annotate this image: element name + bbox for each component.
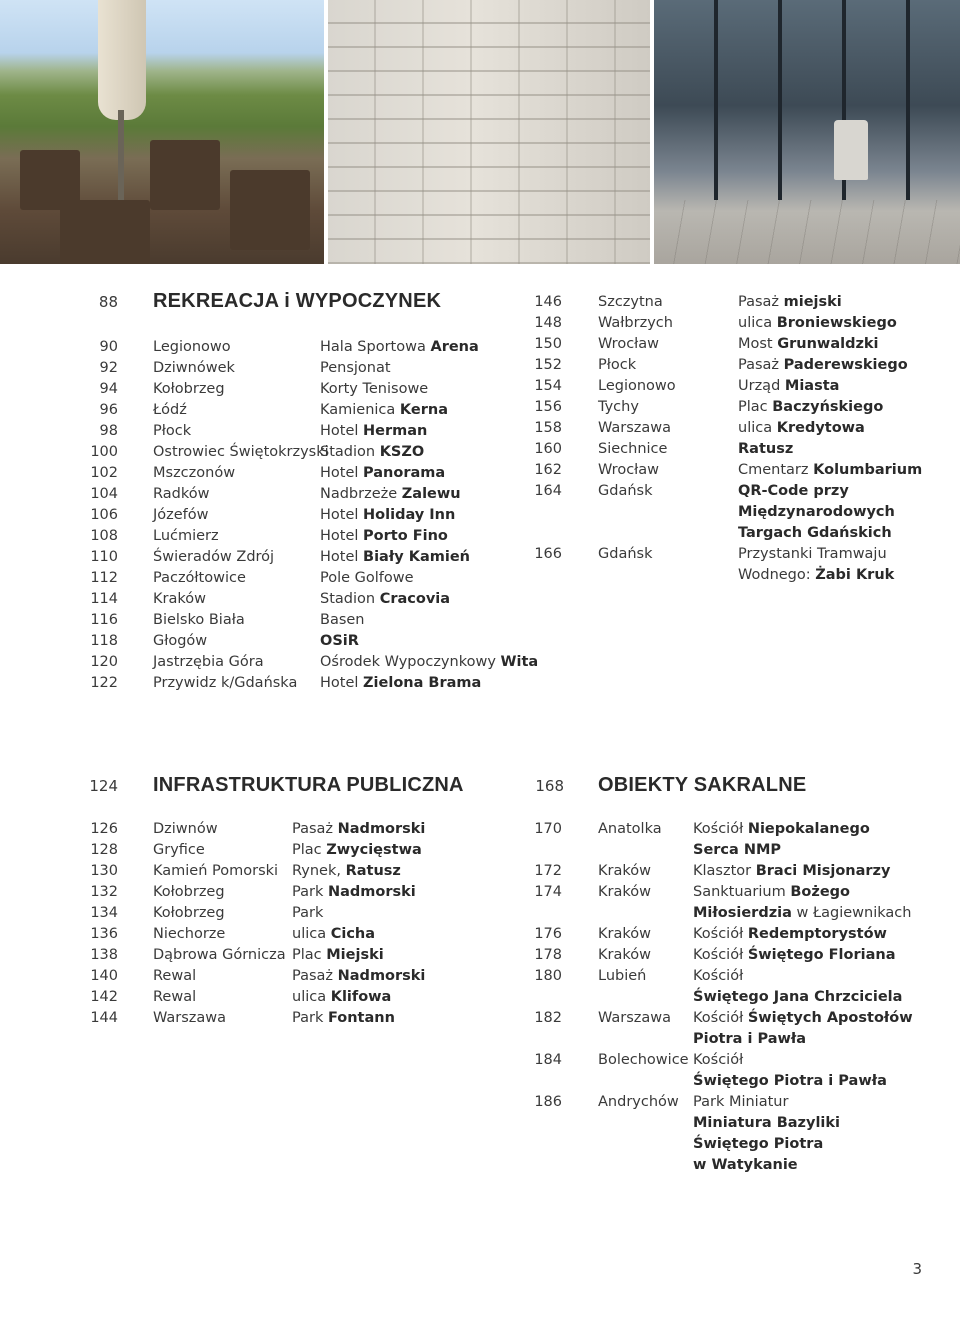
place-name: Baczyńskiego [772,399,884,415]
row-number: 118 [90,633,118,649]
row-place [693,903,911,923]
place-type: Hotel [320,465,364,481]
row-number: 130 [90,863,118,879]
place-name: Świętego Piotra [693,1136,824,1152]
place-name: Nadmorski [327,884,416,900]
row-city: Rewal [153,968,197,984]
place-type: Hala Sportowa [320,339,431,355]
place-name: QR-Code przy [738,483,849,499]
place-type: Klasztor [693,863,756,879]
place-name: Miejski [326,947,384,963]
row-number: 134 [90,905,118,921]
row-city: Warszawa [598,420,672,436]
place-name: Zalewu [401,486,461,502]
row-city: Kraków [598,926,651,942]
place-type: Pensjonat [320,360,391,376]
row-number: 178 [534,947,562,963]
row-number: 180 [534,968,562,984]
row-place [320,631,359,651]
row-number: 122 [90,675,118,691]
row-city: Głogów [153,633,208,649]
place-type: Pole Golfowe [320,570,414,586]
place-name: Bożego [790,884,850,900]
row-city: Mszczonów [153,465,236,481]
section-title-recreation: REKREACJA i WYPOCZYNEK [153,290,442,312]
place-type: Park [292,884,328,900]
place-type: Kościół [693,821,748,837]
row-number: 140 [90,968,118,984]
place-name: Miasta [784,378,840,394]
row-number: 176 [534,926,562,942]
row-city: Kamień Pomorski [153,863,279,879]
place-type: Sanktuarium [693,884,791,900]
row-city: Gdańsk [598,483,653,499]
row-place [292,903,323,923]
place-type: Korty Tenisowe [320,381,429,397]
place-type: Hotel [320,549,364,565]
row-place [693,882,850,902]
place-type: Basen [320,612,365,628]
place-type: Plac [292,842,327,858]
place-type: Kościół [693,947,748,963]
place-type: ulica [292,989,331,1005]
row-place [693,1008,913,1028]
chair-shape [230,170,310,250]
row-place [292,987,391,1007]
row-number: 182 [534,1010,562,1026]
row-place [320,379,428,399]
terrace-photo [0,0,324,264]
row-number: 166 [534,546,562,562]
place-name: Żabi Kruk [815,567,895,583]
row-place [738,523,892,543]
row-city: Siechnice [598,441,668,457]
row-number: 112 [90,570,118,586]
row-place [320,505,455,525]
row-number: 186 [534,1094,562,1110]
row-place [292,840,422,860]
place-type: Kościół [693,968,744,984]
row-place [292,819,425,839]
row-city: Kraków [153,591,206,607]
row-number: 160 [534,441,562,457]
row-number: 154 [534,378,562,394]
place-type: Nadbrzeże [320,486,402,502]
row-place [693,861,890,881]
place-type: ulica [738,315,777,331]
row-place [320,610,365,630]
glass-facade [654,0,960,200]
row-number: 136 [90,926,118,942]
place-type: Ośrodek Wypoczynkowy [320,654,501,670]
place-name: Zwycięstwa [326,842,422,858]
place-type: Pasaż [292,821,338,837]
row-city: Świeradów Zdrój [153,549,275,565]
row-place [292,945,384,965]
bin-shape [834,120,868,180]
row-place [693,945,895,965]
row-city: Andrychów [598,1094,679,1110]
place-type: Przystanki Tramwaju [738,546,887,562]
glass-building-photo [654,0,960,264]
row-place [292,1008,395,1028]
row-number: 138 [90,947,118,963]
row-place [693,1134,823,1154]
row-number: 162 [534,462,562,478]
row-city: Wrocław [598,336,660,352]
row-number: 116 [90,612,118,628]
place-type: Hotel [320,528,364,544]
row-number: 92 [99,360,118,376]
row-city: Gdańsk [598,546,653,562]
row-place [738,292,842,312]
row-number: 98 [99,423,118,439]
place-name: Miniatura Bazyliki [693,1115,840,1131]
place-suffix: w Łagiewnikach [791,905,912,921]
row-place [738,481,849,501]
place-name: Nadmorski [337,968,426,984]
place-type: Wodnego: [738,567,816,583]
row-number: 126 [90,821,118,837]
row-city: Rewal [153,989,197,1005]
place-name: Panorama [363,465,446,481]
place-type: Park [292,1010,328,1026]
row-place [320,547,470,567]
place-type: ulica [738,420,777,436]
row-number: 146 [534,294,562,310]
row-place [738,418,865,438]
row-place [693,1029,806,1049]
row-city: Warszawa [598,1010,672,1026]
row-city: Przywidz k/Gdańska [153,675,298,691]
place-name: Klifowa [330,989,392,1005]
place-name: KSZO [379,444,425,460]
place-name: Porto Fino [363,528,448,544]
row-number: 152 [534,357,562,373]
row-number: 142 [90,989,118,1005]
row-city: Kraków [598,863,651,879]
row-number: 150 [534,336,562,352]
row-city: Kołobrzeg [153,905,225,921]
row-place [320,463,445,483]
row-place [738,376,839,396]
row-city: Dąbrowa Górnicza [153,947,286,963]
row-number: 100 [90,444,118,460]
place-name: Miłosierdzia [693,905,792,921]
row-city: Bolechowice [598,1052,689,1068]
row-place [738,439,793,459]
row-city: Anatolka [598,821,662,837]
row-number: 102 [90,465,118,481]
row-number: 104 [90,486,118,502]
place-name: Nadmorski [337,821,426,837]
row-city: Wrocław [598,462,660,478]
row-number: 120 [90,654,118,670]
place-name: Świętego Floriana [747,947,896,963]
row-number: 108 [90,528,118,544]
place-name: Wita [500,654,539,670]
row-number: 94 [99,381,118,397]
row-number: 172 [534,863,562,879]
place-type: Kościół [693,926,748,942]
row-number: 184 [534,1052,562,1068]
row-place [320,526,448,546]
chair-shape [60,200,150,264]
row-city: Kraków [598,947,651,963]
row-number: 158 [534,420,562,436]
row-number: 164 [534,483,562,499]
place-type: Kościół [693,1010,748,1026]
place-name: Cracovia [379,591,451,607]
row-city: Szczytna [598,294,663,310]
row-place [738,334,879,354]
place-type: Hotel [320,675,364,691]
row-city: Paczółtowice [153,570,246,586]
section-title-sacral: OBIEKTY SAKRALNE [598,774,807,796]
place-type: Stadion [320,444,380,460]
row-place [320,484,461,504]
place-type: Plac [292,947,327,963]
place-name: OSiR [320,633,359,649]
place-name: Ratusz [345,863,401,879]
place-name: Ratusz [738,441,794,457]
row-place [292,861,401,881]
place-name: Międzynarodowych [738,504,895,520]
row-number: 90 [99,339,118,355]
row-place [738,313,897,333]
place-type: Urząd [738,378,785,394]
umbrella-shape [98,0,146,120]
place-type: Most [738,336,778,352]
row-city: Ostrowiec Świętokrzyski [153,444,329,460]
place-name: Piotra i Pawła [693,1031,807,1047]
page-number: 3 [912,1260,922,1278]
row-place [693,1050,743,1070]
row-place [320,673,481,693]
row-place [693,924,887,944]
row-place [693,840,781,860]
row-number: 148 [534,315,562,331]
place-name: Braci Misjonarzy [755,863,891,879]
row-number: 144 [90,1010,118,1026]
place-name: Świętych Apostołów [747,1010,913,1026]
row-city: Legionowo [153,339,231,355]
row-place [693,1071,887,1091]
row-city: Legionowo [598,378,676,394]
place-name: miejski [783,294,842,310]
place-name: Świętego Piotra i Pawła [693,1073,887,1089]
row-place [738,397,883,417]
place-type: Park [292,905,324,921]
section-number: 168 [535,777,564,795]
place-name: Cicha [330,926,376,942]
place-type: ulica [292,926,331,942]
row-city: Gryfice [153,842,205,858]
row-number: 156 [534,399,562,415]
place-name: Kerna [399,402,448,418]
row-place [320,358,391,378]
row-number: 170 [534,821,562,837]
row-number: 128 [90,842,118,858]
place-type: Cmentarz [738,462,814,478]
row-place [693,1155,798,1175]
place-type: Hotel [320,507,364,523]
place-name: Zielona Brama [363,675,482,691]
row-number: 96 [99,402,118,418]
row-place [292,882,416,902]
umbrella-pole [118,110,124,200]
row-city: Józefów [153,507,209,523]
photo-strip [0,0,960,264]
row-number: 132 [90,884,118,900]
place-type: Kościół [693,1052,744,1068]
section-number: 88 [98,293,118,311]
row-city: Dziwnówek [153,360,235,376]
place-type: Pasaż [738,357,784,373]
row-place [693,987,902,1007]
place-type: Park Miniatur [693,1094,789,1110]
place-name: Redemptorystów [747,926,887,942]
place-type: Hotel [320,423,364,439]
stone-wall-photo [328,0,650,264]
row-place [693,1092,788,1112]
row-city: Dziwnów [153,821,218,837]
row-place [738,565,894,585]
row-place [738,355,908,375]
row-place [693,966,743,986]
pavement [654,200,960,264]
place-name: Grunwaldzki [777,336,879,352]
row-city: Bielsko Biała [153,612,245,628]
row-city: Kołobrzeg [153,884,225,900]
row-place [320,589,450,609]
row-city: Płock [153,423,192,439]
place-type: Pasaż [292,968,338,984]
place-name: Biały Kamień [363,549,470,565]
row-city: Warszawa [153,1010,227,1026]
place-type: Stadion [320,591,380,607]
row-place [292,924,375,944]
row-place [320,442,424,462]
row-number: 106 [90,507,118,523]
place-name: Fontann [327,1010,395,1026]
row-city: Jastrzębia Góra [153,654,264,670]
row-city: Niechorze [153,926,226,942]
place-type: Pasaż [738,294,784,310]
row-city: Kołobrzeg [153,381,225,397]
place-name: Niepokalanego [747,821,870,837]
place-type: Plac [738,399,773,415]
place-type: Rynek, [292,863,346,879]
row-place [693,819,870,839]
place-name: Broniewskiego [776,315,897,331]
place-name: Świętego Jana Chrzciciela [693,989,903,1005]
place-name: Paderewskiego [783,357,908,373]
row-place [320,421,427,441]
row-place [320,400,448,420]
place-type: Kamienica [320,402,400,418]
row-city: Wałbrzych [598,315,673,331]
row-city: Radków [153,486,210,502]
row-place [738,460,922,480]
row-place [738,544,887,564]
row-city: Lubień [598,968,647,984]
row-number: 110 [90,549,118,565]
row-number: 114 [90,591,118,607]
row-place [292,966,425,986]
place-name: Holiday Inn [363,507,456,523]
row-number: 174 [534,884,562,900]
row-place [320,652,538,672]
chair-shape [150,140,220,210]
row-city: Tychy [598,399,639,415]
row-place [320,568,414,588]
place-name: Arena [430,339,479,355]
row-place [738,502,895,522]
place-name: Targach Gdańskich [738,525,892,541]
row-place [320,337,479,357]
place-name: w Watykanie [693,1157,798,1173]
section-number: 124 [89,777,118,795]
brick-pattern [328,0,650,264]
place-name: Kredytowa [776,420,865,436]
place-name: Serca NMP [693,842,782,858]
row-city: Kraków [598,884,651,900]
place-name: Kolumbarium [813,462,923,478]
row-city: Lućmierz [153,528,219,544]
row-place [693,1113,840,1133]
row-city: Płock [598,357,637,373]
place-name: Herman [363,423,428,439]
section-title-infrastructure: INFRASTRUKTURA PUBLICZNA [153,774,464,796]
row-city: Łódź [153,402,187,418]
